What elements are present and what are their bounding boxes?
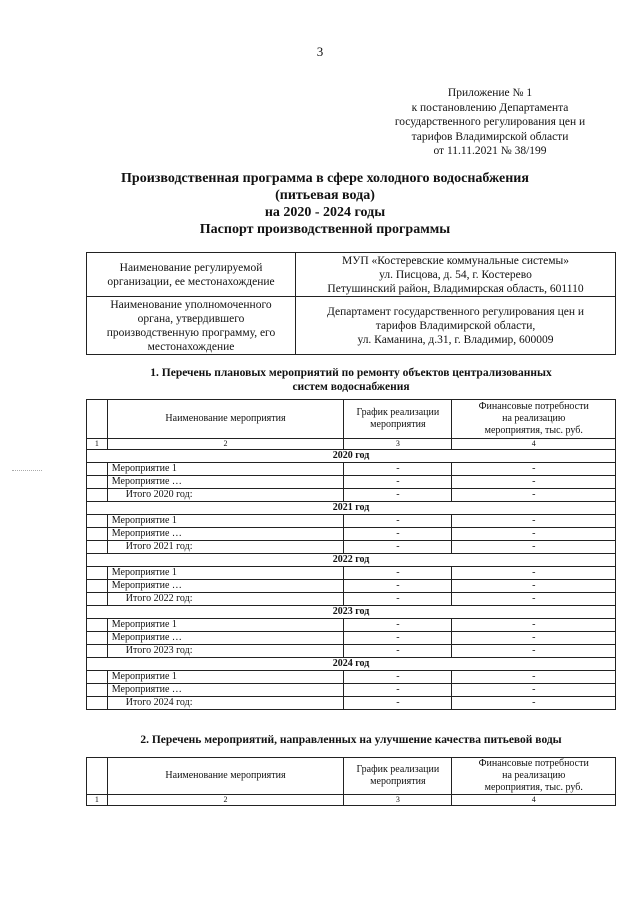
passport-label-organization	[87, 253, 296, 297]
appendix-line: от 11.11.2021 № 38/199	[433, 145, 547, 157]
schedule-value: -	[344, 476, 452, 489]
event-row	[87, 684, 616, 697]
index-cell	[87, 619, 108, 632]
header-line: мероприятия, тыс. руб.	[484, 782, 583, 793]
appendix-line: тарифов Владимирской области	[411, 130, 569, 143]
page-number: 3	[316, 44, 324, 59]
index-cell	[87, 489, 108, 502]
event-name: Мероприятие 1	[107, 515, 343, 528]
total-label: Итого 2023 год:	[107, 645, 343, 658]
event-name: Мероприятие 1	[107, 619, 343, 632]
column-number: 2	[107, 439, 343, 450]
schedule-value: -	[344, 697, 452, 710]
finance-value: -	[452, 645, 616, 658]
schedule-value: -	[344, 567, 452, 580]
total-row	[87, 593, 616, 606]
cell-line: Наименование уполномоченного	[110, 298, 272, 311]
finance-value: -	[452, 632, 616, 645]
finance-value: -	[452, 593, 616, 606]
index-cell	[87, 541, 108, 554]
schedule-value: -	[344, 593, 452, 606]
schedule-value: -	[344, 515, 452, 528]
header-line: График реализации	[356, 764, 440, 775]
year-label: 2023 год	[87, 606, 616, 619]
year-label: 2022 год	[87, 554, 616, 567]
header-index	[87, 758, 108, 795]
finance-value: -	[452, 489, 616, 502]
section2-title	[86, 733, 616, 747]
cell-line: Наименование регулируемой	[119, 261, 263, 274]
total-row	[87, 489, 616, 502]
title-line: (питьевая вода)	[275, 188, 375, 203]
event-row	[87, 476, 616, 489]
header-schedule	[344, 400, 452, 439]
finance-value: -	[452, 619, 616, 632]
index-cell	[87, 645, 108, 658]
passport-value-organization	[296, 253, 616, 297]
event-row	[87, 515, 616, 528]
index-cell	[87, 684, 108, 697]
event-row	[87, 580, 616, 593]
event-name: Мероприятие 1	[107, 463, 343, 476]
column-number: 2	[107, 795, 343, 806]
header-finance	[452, 400, 616, 439]
event-row	[87, 619, 616, 632]
column-number: 4	[452, 439, 616, 450]
index-cell	[87, 463, 108, 476]
event-row	[87, 528, 616, 541]
index-cell	[87, 593, 108, 606]
year-row	[87, 554, 616, 567]
cell-line: органа, утвердившего	[137, 312, 245, 325]
event-row	[87, 632, 616, 645]
schedule-value: -	[344, 580, 452, 593]
title-line: на 2020 - 2024 годы	[264, 205, 386, 220]
header-line: Финансовые потребности	[478, 401, 589, 412]
total-label: Итого 2020 год:	[107, 489, 343, 502]
schedule-value: -	[344, 632, 452, 645]
total-row	[87, 541, 616, 554]
cell-line: МУП «Костеревские коммунальные системы»	[342, 254, 569, 267]
column-number: 1	[87, 439, 108, 450]
event-name: Мероприятие 1	[107, 567, 343, 580]
header-schedule	[344, 758, 452, 795]
index-cell	[87, 671, 108, 684]
index-cell	[87, 580, 108, 593]
document-title	[80, 170, 570, 238]
total-label: Итого 2024 год:	[107, 697, 343, 710]
finance-value: -	[452, 463, 616, 476]
event-name: Мероприятие 1	[107, 671, 343, 684]
finance-value: -	[452, 567, 616, 580]
schedule-value: -	[344, 463, 452, 476]
finance-value: -	[452, 671, 616, 684]
year-row	[87, 502, 616, 515]
section1-title	[86, 366, 616, 394]
appendix-block	[380, 86, 600, 159]
schedule-value: -	[344, 684, 452, 697]
header-name: Наименование мероприятия	[107, 758, 343, 795]
year-label: 2020 год	[87, 450, 616, 463]
year-label: 2024 год	[87, 658, 616, 671]
total-row	[87, 697, 616, 710]
index-cell	[87, 567, 108, 580]
title-line: Производственная программа в сфере холодного водоснабжения	[121, 171, 529, 186]
quality-events-table	[86, 757, 616, 806]
section-title-line: систем водоснабжения	[292, 381, 410, 393]
header-line: мероприятия	[370, 419, 426, 430]
finance-value: -	[452, 697, 616, 710]
event-name: Мероприятие …	[107, 684, 343, 697]
year-row	[87, 658, 616, 671]
header-line: на реализацию	[502, 413, 566, 424]
passport-table	[86, 252, 616, 355]
finance-value: -	[452, 528, 616, 541]
column-number: 4	[452, 795, 616, 806]
column-number: 3	[344, 439, 452, 450]
section-title-line: 1. Перечень плановых мероприятий по ремонту объектов централизованных	[150, 367, 552, 379]
schedule-value: -	[344, 619, 452, 632]
event-row	[87, 671, 616, 684]
cell-line: тарифов Владимирской области,	[375, 319, 536, 332]
cell-line: производственную программу, его	[106, 326, 276, 339]
scan-margin-mark	[12, 470, 42, 471]
header-finance	[452, 758, 616, 795]
event-row	[87, 463, 616, 476]
appendix-line: Приложение № 1	[447, 87, 533, 99]
schedule-value: -	[344, 528, 452, 541]
appendix-line: к постановлению Департамента	[411, 101, 569, 114]
event-name: Мероприятие …	[107, 580, 343, 593]
finance-value: -	[452, 541, 616, 554]
header-line: мероприятия, тыс. руб.	[484, 425, 583, 436]
header-index	[87, 400, 108, 439]
section-title-line: 2. Перечень мероприятий, направленных на улучшение качества питьевой воды	[140, 734, 562, 746]
schedule-value: -	[344, 645, 452, 658]
schedule-value: -	[344, 541, 452, 554]
header-line: Финансовые потребности	[478, 758, 589, 769]
schedule-value: -	[344, 489, 452, 502]
column-number: 1	[87, 795, 108, 806]
column-number: 3	[344, 795, 452, 806]
year-label: 2021 год	[87, 502, 616, 515]
cell-line: Петушинский район, Владимирская область, 601110	[327, 282, 584, 295]
passport-label-authority	[87, 297, 296, 355]
index-cell	[87, 476, 108, 489]
cell-line: Департамент государственного регулирования цен и	[326, 305, 585, 318]
event-name: Мероприятие …	[107, 632, 343, 645]
title-line: Паспорт производственной программы	[199, 222, 451, 237]
year-row	[87, 606, 616, 619]
column-number-row	[87, 439, 616, 450]
header-line: График реализации	[356, 407, 440, 418]
appendix-line: государственного регулирования цен и	[394, 116, 586, 128]
total-label: Итого 2022 год:	[107, 593, 343, 606]
total-label: Итого 2021 год:	[107, 541, 343, 554]
cell-line: местонахождение	[147, 340, 235, 353]
event-row	[87, 567, 616, 580]
finance-value: -	[452, 515, 616, 528]
total-row	[87, 645, 616, 658]
index-cell	[87, 697, 108, 710]
schedule-value: -	[344, 671, 452, 684]
index-cell	[87, 515, 108, 528]
finance-value: -	[452, 476, 616, 489]
cell-line: ул. Писцова, д. 54, г. Костерево	[379, 268, 532, 281]
event-name: Мероприятие …	[107, 476, 343, 489]
finance-value: -	[452, 580, 616, 593]
header-name: Наименование мероприятия	[107, 400, 343, 439]
index-cell	[87, 632, 108, 645]
year-row	[87, 450, 616, 463]
passport-value-authority	[296, 297, 616, 355]
column-number-row	[87, 795, 616, 806]
repair-events-table	[86, 399, 616, 710]
header-line: на реализацию	[502, 770, 566, 781]
event-name: Мероприятие …	[107, 528, 343, 541]
header-line: мероприятия	[370, 776, 426, 787]
cell-line: организации, ее местонахождение	[107, 275, 275, 288]
finance-value: -	[452, 684, 616, 697]
index-cell	[87, 528, 108, 541]
cell-line: ул. Каманина, д.31, г. Владимир, 600009	[357, 333, 554, 346]
